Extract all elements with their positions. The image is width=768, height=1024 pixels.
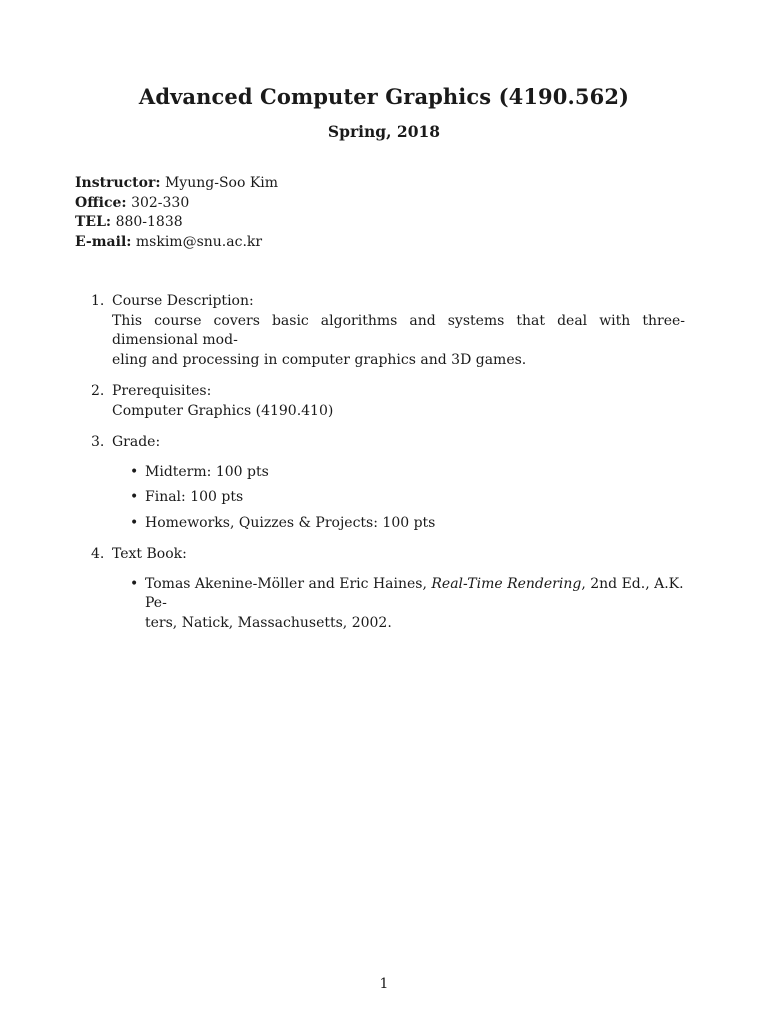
book-reference bbox=[145, 575, 685, 634]
list-item-text: Final: 100 pts bbox=[145, 489, 244, 505]
section-course-description bbox=[75, 292, 685, 370]
section-heading: Text Book: bbox=[112, 546, 187, 562]
list-item bbox=[112, 514, 685, 534]
section-heading: Prerequisites: bbox=[112, 383, 212, 399]
info-value-tel: 880-1838 bbox=[115, 214, 183, 230]
info-label-email: E-mail: bbox=[75, 233, 132, 250]
text-book-list bbox=[112, 575, 685, 634]
document-title: Advanced Computer Graphics (4190.562) bbox=[138, 84, 630, 109]
info-value-office: 302-330 bbox=[131, 194, 190, 211]
info-row-office bbox=[75, 194, 278, 214]
section-text-line: This course covers basic algorithms and systems that deal with three-dimensional mod- bbox=[112, 312, 685, 348]
bullet-icon: • bbox=[130, 575, 139, 592]
list-item bbox=[112, 488, 685, 508]
document-subtitle: Spring, 2018 bbox=[327, 122, 441, 141]
bullet-icon: • bbox=[130, 514, 139, 531]
section-text bbox=[112, 312, 685, 371]
section-text-line: eling and processing in computer graphics and 3D games. bbox=[112, 351, 527, 368]
syllabus-sections bbox=[75, 292, 685, 645]
book-authors: Tomas Akenine-Möller and Eric Haines, bbox=[145, 575, 432, 592]
bullet-icon: • bbox=[130, 463, 139, 480]
section-text-book bbox=[75, 545, 685, 633]
page-number: 1 bbox=[379, 976, 389, 992]
bullet-icon: • bbox=[130, 489, 139, 505]
list-item bbox=[112, 575, 685, 634]
section-prerequisites bbox=[75, 382, 685, 421]
info-row-tel bbox=[75, 213, 278, 233]
book-title: Real-Time Rendering bbox=[431, 575, 582, 592]
info-label-office: Office: bbox=[75, 194, 127, 211]
section-heading: Course Description: bbox=[112, 293, 254, 309]
section-grade bbox=[75, 433, 685, 533]
info-value-email: mskim@snu.ac.kr bbox=[135, 233, 263, 250]
section-heading: Grade: bbox=[112, 434, 161, 450]
info-label-tel: TEL: bbox=[75, 214, 112, 230]
section-number: 2. bbox=[91, 383, 105, 399]
info-value-instructor: Myung-Soo Kim bbox=[164, 175, 279, 191]
book-publication: , 2nd Ed., A.K. Pe- bbox=[145, 575, 684, 611]
grade-list bbox=[112, 463, 685, 534]
section-number: 3. bbox=[91, 434, 105, 450]
section-text: Computer Graphics (4190.410) bbox=[112, 402, 334, 419]
info-label-instructor: Instructor: bbox=[75, 175, 161, 191]
info-row-email bbox=[75, 233, 278, 253]
instructor-info bbox=[75, 174, 278, 252]
section-number: 4. bbox=[91, 546, 105, 562]
book-publication: ters, Natick, Massachusetts, 2002. bbox=[145, 614, 392, 631]
list-item-text: Midterm: 100 pts bbox=[145, 463, 269, 480]
list-item-text: Homeworks, Quizzes & Projects: 100 pts bbox=[145, 514, 436, 531]
info-row-instructor bbox=[75, 174, 278, 194]
section-number: 1. bbox=[91, 293, 105, 309]
list-item bbox=[112, 463, 685, 483]
